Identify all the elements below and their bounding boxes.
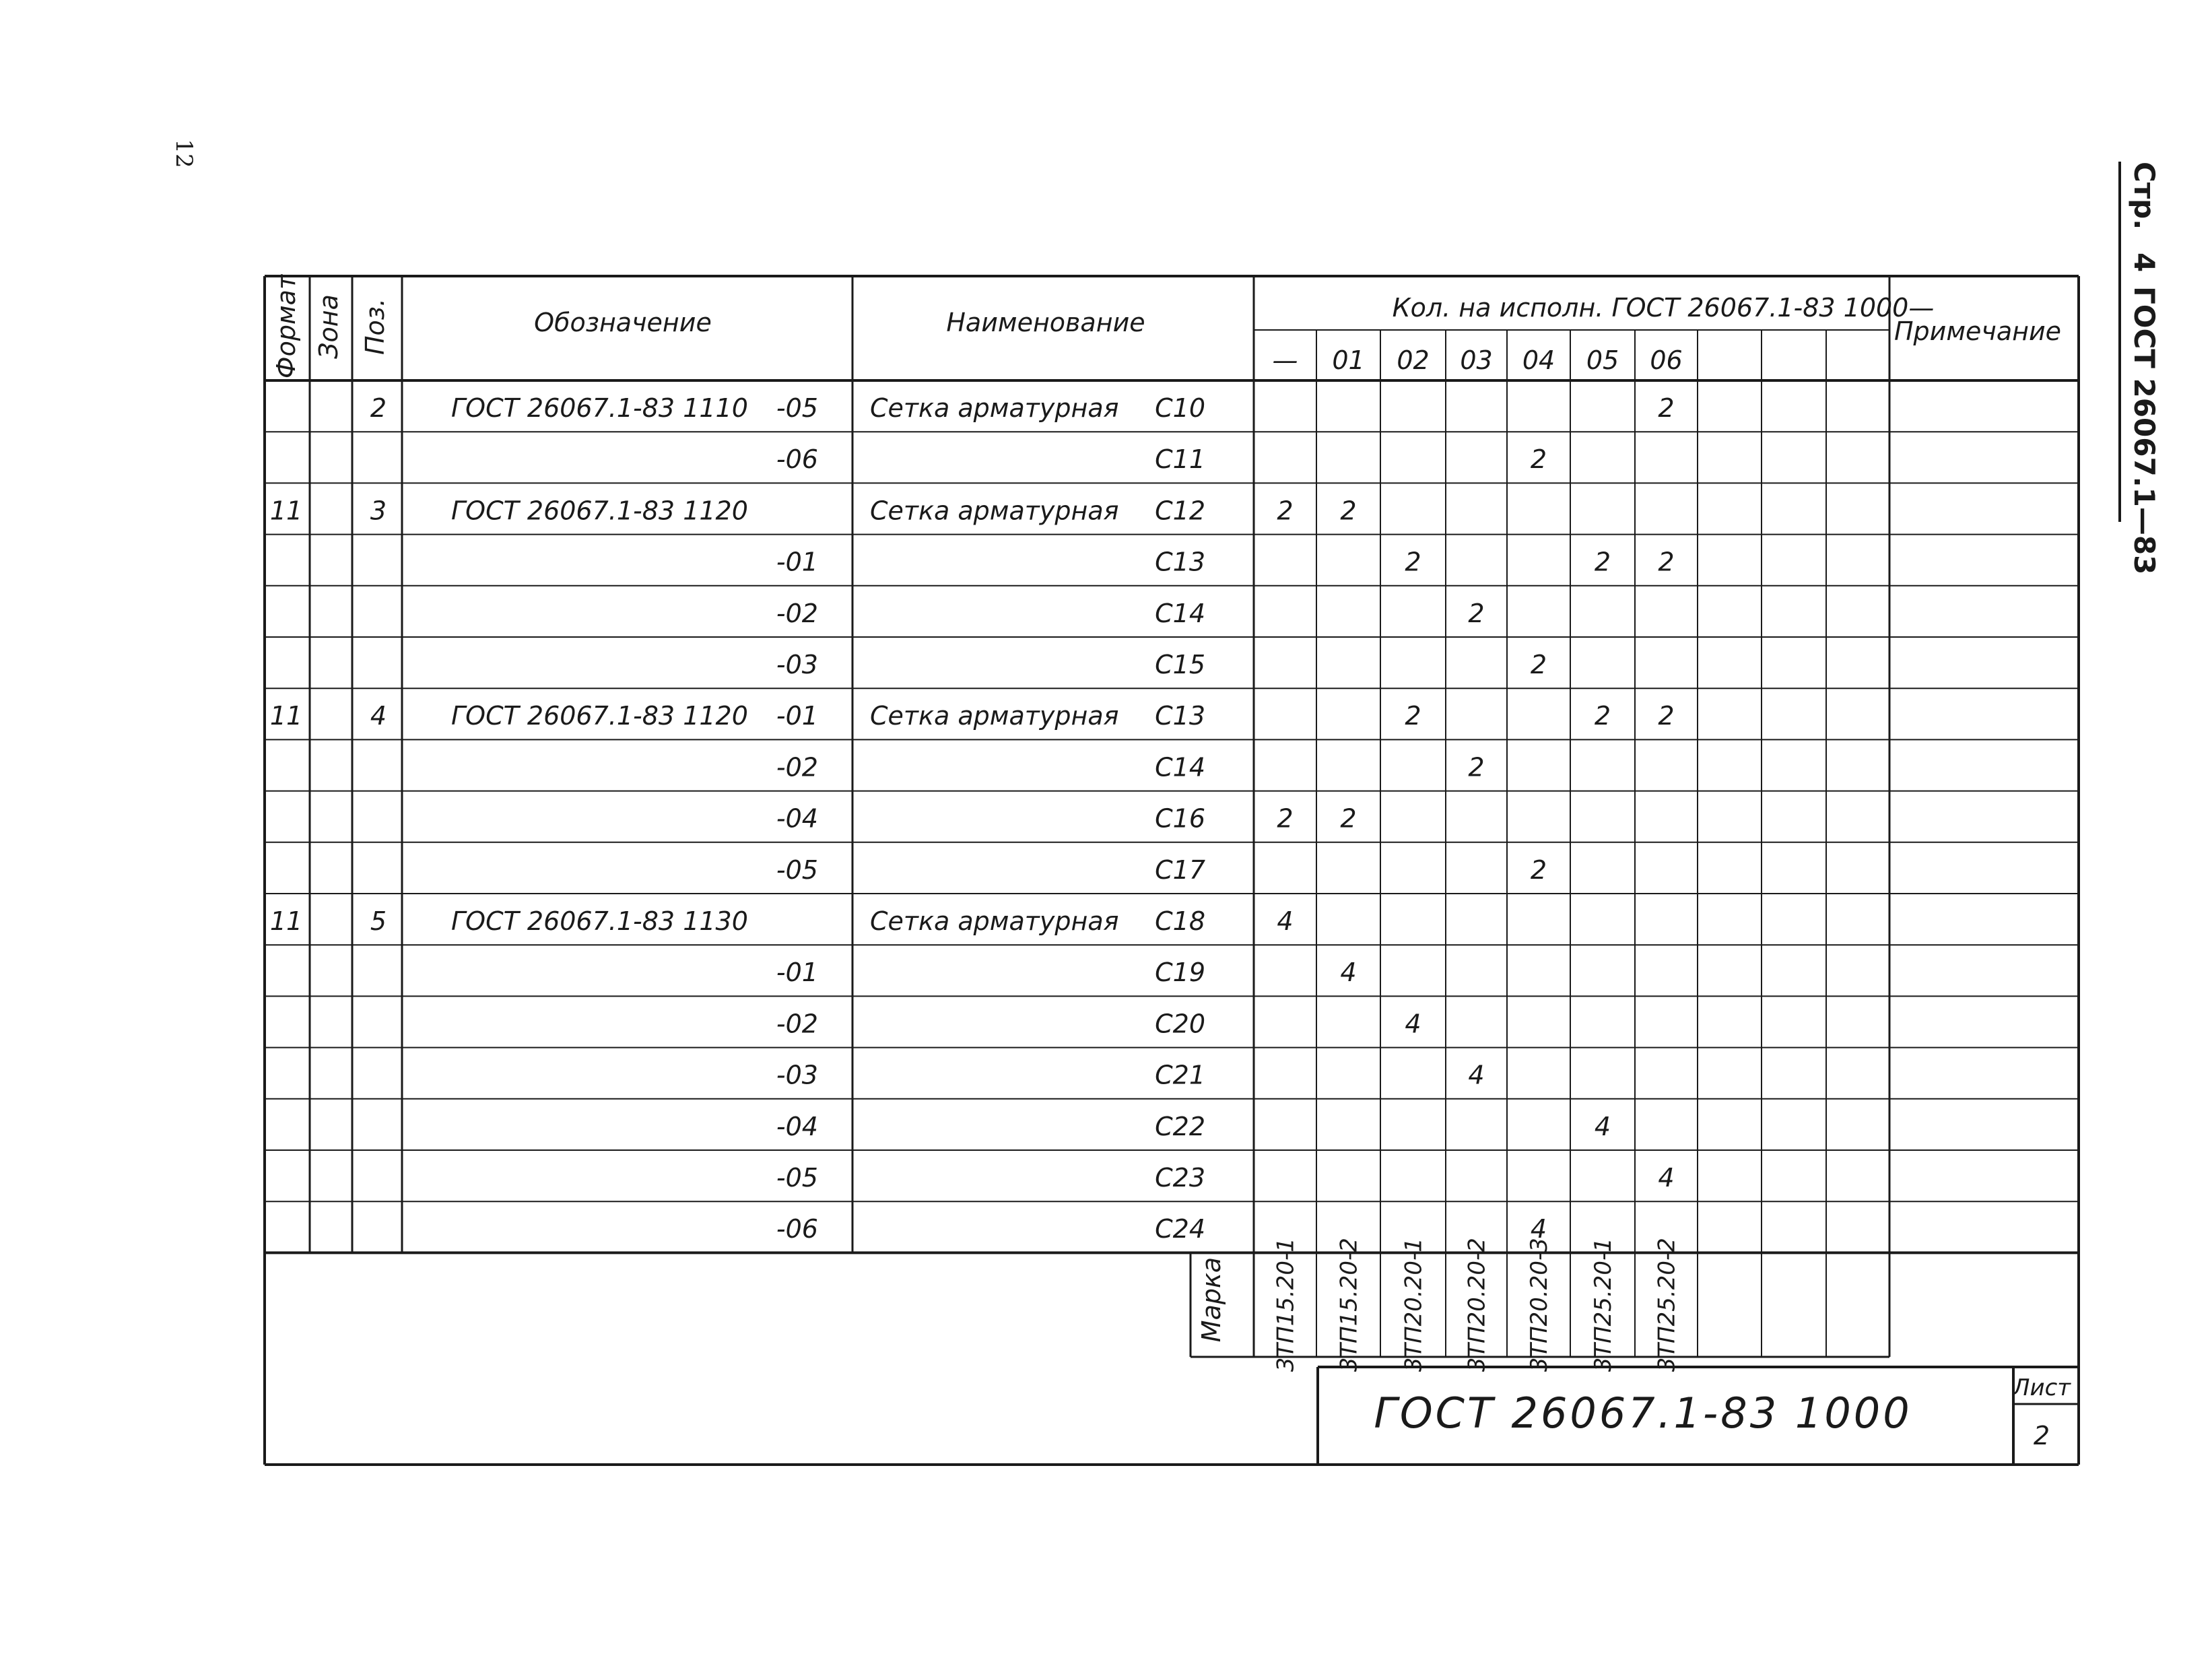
cell-qty: 2 bbox=[1277, 496, 1294, 526]
table-row bbox=[776, 1009, 1421, 1038]
cell-mark: С16 bbox=[1155, 803, 1205, 834]
cell-mark: С14 bbox=[1155, 598, 1205, 628]
title-sheet-number: 2 bbox=[2033, 1421, 2050, 1450]
cell-qty: 4 bbox=[1658, 1163, 1675, 1193]
table-row bbox=[370, 393, 1675, 423]
cell-designation-suffix: -02 bbox=[776, 752, 818, 782]
cell-mark: С14 bbox=[1155, 752, 1205, 782]
cell-qty: 4 bbox=[1340, 958, 1357, 988]
variant-header-3: 03 bbox=[1460, 345, 1493, 375]
cell-designation-suffix: -06 bbox=[776, 444, 818, 475]
table-body bbox=[270, 393, 1675, 1244]
cell-mark: С19 bbox=[1155, 958, 1205, 988]
cell-designation-suffix: -05 bbox=[776, 1163, 818, 1193]
cell-designation: ГОСТ 26067.1-83 1120 bbox=[451, 496, 748, 526]
cell-mark: С20 bbox=[1155, 1009, 1205, 1039]
table-row bbox=[776, 804, 1357, 834]
cell-mark: С13 bbox=[1155, 701, 1205, 731]
marka-value: 3ТП20.20-2 bbox=[1463, 1238, 1491, 1372]
header-format: Формат bbox=[271, 274, 301, 379]
table-row bbox=[270, 496, 1357, 525]
variant-header-6: 06 bbox=[1650, 345, 1683, 375]
cell-mark: С12 bbox=[1155, 496, 1205, 526]
cell-qty: 2 bbox=[1530, 444, 1547, 475]
variant-header-row bbox=[1273, 345, 1683, 375]
table-row bbox=[776, 1214, 1547, 1244]
variant-header-4: 04 bbox=[1522, 345, 1555, 375]
cell-designation-suffix: -05 bbox=[776, 855, 818, 885]
cell-pos: 2 bbox=[370, 393, 387, 423]
table-row bbox=[776, 1112, 1611, 1141]
cell-designation-suffix: -01 bbox=[776, 547, 818, 577]
cell-mark: С24 bbox=[1155, 1214, 1205, 1244]
marka-row bbox=[1273, 1238, 1681, 1372]
header-qty-title: Кол. на исполн. ГОСТ 26067.1-83 1000— bbox=[1392, 293, 1935, 323]
cell-designation: ГОСТ 26067.1-83 1110 bbox=[451, 393, 748, 423]
cell-qty: 2 bbox=[1340, 496, 1357, 526]
marka-label: Марка bbox=[1197, 1257, 1226, 1343]
cell-qty: 2 bbox=[1340, 803, 1357, 834]
table-row bbox=[776, 650, 1547, 679]
side-header bbox=[2128, 162, 2161, 574]
table-row bbox=[776, 444, 1547, 474]
title-sheet-label: Лист bbox=[2012, 1374, 2071, 1401]
cell-name: Сетка арматурная bbox=[870, 496, 1119, 526]
header-zone: Зона bbox=[314, 294, 343, 359]
cell-qty: 2 bbox=[1468, 752, 1485, 782]
cell-designation-suffix: -02 bbox=[776, 1009, 818, 1039]
table-row bbox=[776, 1163, 1675, 1193]
cell-format: 11 bbox=[269, 701, 303, 731]
header-designation: Обозначение bbox=[534, 308, 712, 337]
marka-value: 3ТП20.20-3 bbox=[1526, 1238, 1553, 1372]
cell-qty: 4 bbox=[1530, 1214, 1547, 1244]
header-name: Наименование bbox=[946, 308, 1145, 337]
table-row bbox=[776, 855, 1547, 885]
table-row bbox=[776, 547, 1675, 577]
cell-qty: 2 bbox=[1594, 701, 1611, 731]
cell-qty: 2 bbox=[1658, 393, 1675, 423]
cell-mark: С13 bbox=[1155, 547, 1205, 577]
cell-mark: С18 bbox=[1155, 906, 1205, 936]
table-row bbox=[776, 1061, 1485, 1090]
cell-mark: С21 bbox=[1155, 1060, 1205, 1090]
cell-name: Сетка арматурная bbox=[870, 906, 1119, 936]
page-number: 12 bbox=[170, 139, 197, 168]
cell-qty: 2 bbox=[1530, 855, 1547, 885]
cell-designation-suffix: -01 bbox=[776, 701, 818, 731]
cell-pos: 5 bbox=[370, 906, 387, 936]
marka-value: 3ТП25.20-2 bbox=[1653, 1238, 1681, 1372]
cell-mark: С10 bbox=[1155, 393, 1205, 423]
variant-header-2: 02 bbox=[1397, 345, 1430, 375]
cell-qty: 2 bbox=[1468, 598, 1485, 628]
table-row bbox=[776, 599, 1485, 628]
variant-header-0: — bbox=[1272, 345, 1298, 375]
cell-designation-suffix: -03 bbox=[776, 650, 818, 679]
header-note: Примечание bbox=[1893, 316, 2062, 346]
cell-designation-suffix: -03 bbox=[776, 1060, 818, 1090]
cell-mark: С23 bbox=[1155, 1163, 1205, 1193]
cell-qty: 2 bbox=[1405, 547, 1421, 577]
cell-mark: С11 bbox=[1155, 444, 1205, 475]
side-header-page: 4 bbox=[2128, 253, 2161, 273]
cell-qty: 2 bbox=[1530, 650, 1547, 679]
cell-qty: 4 bbox=[1277, 906, 1294, 936]
title-doc-code: ГОСТ 26067.1-83 1000 bbox=[1374, 1389, 1912, 1438]
cell-qty: 4 bbox=[1594, 1111, 1611, 1141]
cell-pos: 4 bbox=[370, 701, 387, 731]
cell-name: Сетка арматурная bbox=[870, 701, 1119, 731]
cell-designation-suffix: -06 bbox=[776, 1214, 818, 1244]
marka-value: 3ТП20.20-1 bbox=[1400, 1238, 1428, 1372]
variant-header-1: 01 bbox=[1332, 345, 1365, 375]
cell-designation-suffix: -04 bbox=[776, 1111, 818, 1141]
cell-format: 11 bbox=[269, 496, 303, 526]
table-row bbox=[270, 701, 1675, 731]
cell-designation: ГОСТ 26067.1-83 1120 bbox=[451, 701, 748, 731]
table-row bbox=[270, 906, 1294, 936]
table-row bbox=[776, 958, 1357, 987]
cell-designation: ГОСТ 26067.1-83 1130 bbox=[451, 906, 748, 936]
cell-qty: 4 bbox=[1468, 1060, 1485, 1090]
cell-mark: С17 bbox=[1155, 855, 1205, 885]
cell-name: Сетка арматурная bbox=[870, 393, 1119, 423]
cell-mark: С15 bbox=[1155, 650, 1205, 679]
cell-designation-suffix: -05 bbox=[776, 393, 818, 423]
side-header-code: ГОСТ 26067.1—83 bbox=[2128, 286, 2161, 575]
cell-qty: 2 bbox=[1405, 701, 1421, 731]
cell-designation-suffix: -04 bbox=[776, 803, 818, 834]
cell-qty: 2 bbox=[1658, 701, 1675, 731]
marka-value: 3ТП15.20-1 bbox=[1272, 1238, 1300, 1372]
header-pos: Поз. bbox=[360, 298, 390, 356]
marka-value: 3ТП25.20-1 bbox=[1590, 1238, 1617, 1372]
cell-qty: 4 bbox=[1405, 1009, 1421, 1039]
variant-header-5: 05 bbox=[1586, 345, 1619, 375]
cell-qty: 2 bbox=[1277, 803, 1294, 834]
cell-mark: С22 bbox=[1155, 1111, 1205, 1141]
marka-value: 3ТП15.20-2 bbox=[1335, 1238, 1363, 1372]
cell-format: 11 bbox=[269, 906, 303, 936]
cell-qty: 2 bbox=[1658, 547, 1675, 577]
cell-designation-suffix: -01 bbox=[776, 958, 818, 988]
cell-pos: 3 bbox=[370, 496, 387, 526]
table-row bbox=[776, 752, 1485, 782]
cell-designation-suffix: -02 bbox=[776, 598, 818, 628]
side-header-prefix: Стр. bbox=[2128, 162, 2161, 230]
cell-qty: 2 bbox=[1594, 547, 1611, 577]
